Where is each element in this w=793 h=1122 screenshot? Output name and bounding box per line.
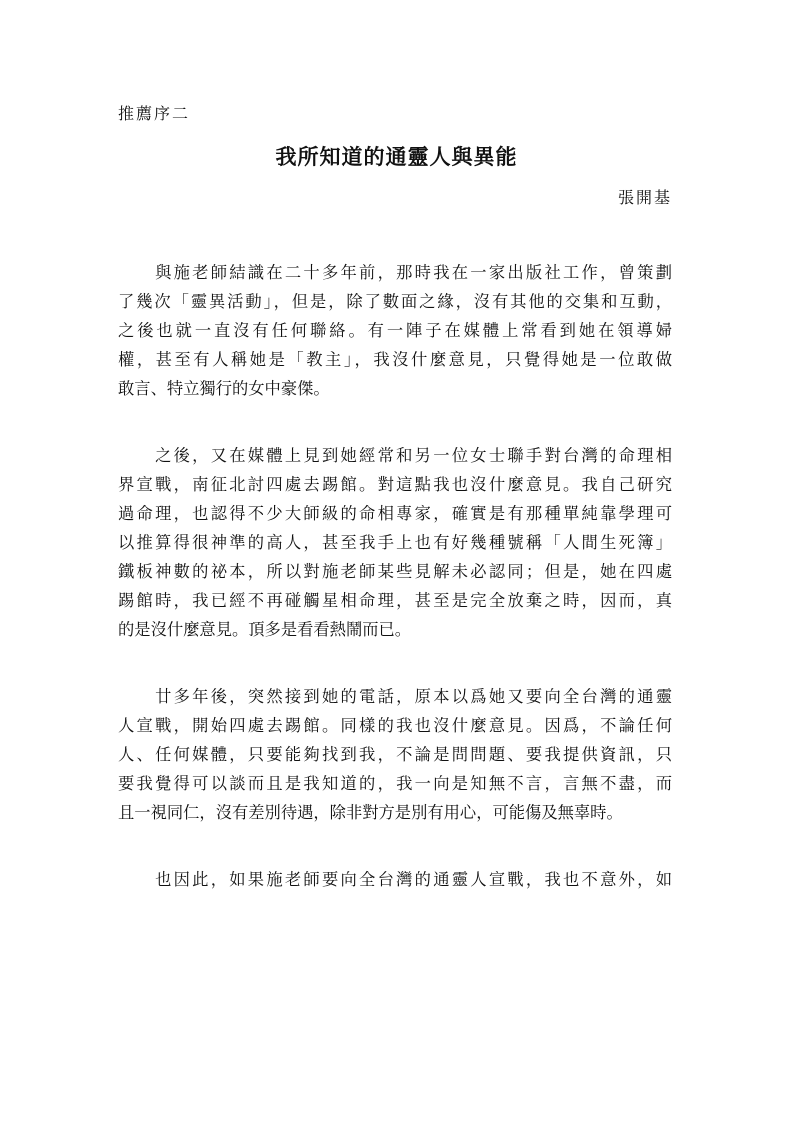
text-line: 過命理，也認得不少大師級的命相專家，確實是有那種單純靠學理可 (118, 504, 672, 523)
text-line: 界宣戰，南征北討四處去踢館。對這點我也沒什麼意見。我自己研究 (118, 475, 672, 494)
section-label: 推薦序二 (118, 104, 191, 123)
text-line: 廿多年後，突然接到她的電話，原本以爲她又要向全台灣的通靈 (118, 687, 672, 706)
text-line: 權，甚至有人稱她是「教主」，我沒什麼意見，只覺得她是一位敢做 (118, 350, 672, 369)
text-line: 了幾次「靈異活動」，但是，除了數面之緣，沒有其他的交集和互動， (118, 292, 672, 311)
paragraph-3 (118, 682, 672, 827)
text-line: 踢館時，我已經不再碰觸星相命理，甚至是完全放棄之時，因而，真 (118, 591, 672, 610)
text-line: 的是沒什麼意見。頂多是看看熱鬧而已。 (118, 620, 412, 639)
text-line: 鐵板神數的祕本，所以對施老師某些見解未必認同；但是，她在四處 (118, 562, 672, 581)
text-line: 要我覺得可以談而且是我知道的，我一向是知無不言，言無不盡，而 (118, 774, 672, 793)
paragraph-1 (118, 258, 672, 403)
text-line: 之後也就一直沒有任何聯絡。有一陣子在媒體上常看到她在領導婦 (118, 321, 672, 340)
text-line: 敢言、特立獨行的女中豪傑。 (118, 379, 330, 398)
text-line: 與施老師結識在二十多年前，那時我在一家出版社工作，曾策劃 (118, 263, 672, 282)
text-line: 人、任何媒體，只要能夠找到我，不論是問問題、要我提供資訊，只 (118, 745, 672, 764)
paragraph-4 (118, 865, 672, 894)
text-line: 也因此，如果施老師要向全台灣的通靈人宣戰，我也不意外，如 (118, 870, 672, 889)
author-name: 張開基 (617, 188, 672, 207)
body-text (118, 258, 672, 932)
text-line: 之後，又在媒體上見到她經常和另一位女士聯手對台灣的命理相 (118, 446, 672, 465)
text-line: 且一視同仁，沒有差別待遇，除非對方是別有用心，可能傷及無辜時。 (118, 803, 623, 822)
text-line: 人宣戰，開始四處去踢館。同樣的我也沒什麼意見。因爲，不論任何 (118, 716, 672, 735)
text-line: 以推算得很神準的高人，甚至我手上也有好幾種號稱「人間生死簿」 (118, 533, 672, 552)
chapter-title: 我所知道的通靈人與異能 (275, 145, 518, 169)
paragraph-2 (118, 441, 672, 644)
